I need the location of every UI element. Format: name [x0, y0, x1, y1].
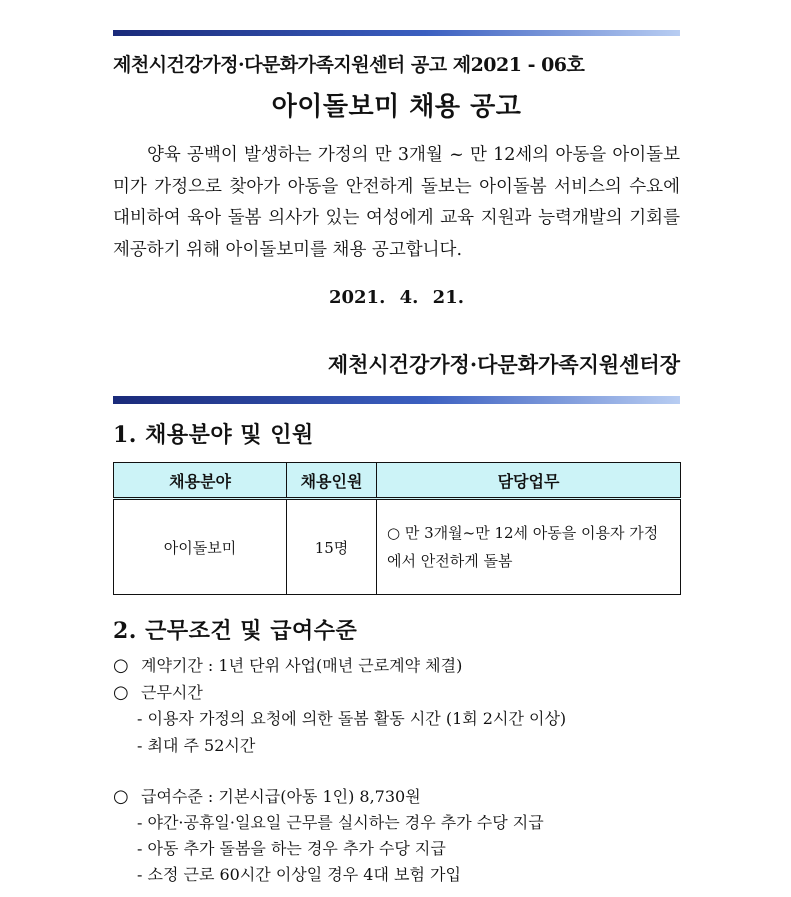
- work-hours-label: 근무시간: [141, 683, 203, 702]
- section-2-title: 2. 근무조건 및 급여수준: [113, 618, 358, 644]
- notice-date: 2021. 4. 21.: [328, 287, 464, 308]
- page-title: 아이돌보미 채용 공고: [271, 92, 522, 122]
- work-hours-item: - 이용자 가정의 요청에 의한 돌봄 활동 시간 (1회 2시간 이상): [137, 709, 567, 728]
- organization-signature: 제천시건강가정·다문화가족지원센터장: [327, 352, 680, 377]
- intro-paragraph: 양육 공백이 발생하는 가정의 만 3개월 ~ 만 12세의 아동을 아이돌보미가 가정으로 찾아가 아동을 안전하게 돌보는 아이돌봄 서비스의 수요에 대비하여 육아 돌봄 의사가 있는 여성에게 교육 지원과 능력개발의 기회를 제공하기 위해 아이돌보미를 채용 공고합니다.: [113, 145, 680, 260]
- circle-bullet-icon: ○: [113, 786, 129, 807]
- cell-field: 아이돌보미: [114, 499, 287, 595]
- pay-item: - 야간·공휴일·일요일 근무를 실시하는 경우 추가 수당 지급: [137, 813, 544, 832]
- pay-item: - 소정 근로 60시간 이상일 경우 4대 보험 가입: [137, 865, 461, 884]
- table-header-row: [114, 463, 681, 499]
- circle-bullet-icon: ○: [113, 682, 129, 703]
- pay-text: 급여수준 : 기본시급(아동 1인) 8,730원: [141, 787, 421, 806]
- header-field: 채용분야: [114, 463, 287, 499]
- contract-period: [113, 653, 680, 676]
- cell-duty: ○ 만 3개월~만 12세 아동을 이용자 가정에서 안전하게 돌봄: [377, 499, 681, 595]
- table-row: [114, 499, 681, 595]
- pay-item: - 아동 추가 돌봄을 하는 경우 추가 수당 지급: [137, 839, 446, 858]
- work-hours-item: - 최대 주 52시간: [137, 736, 256, 755]
- section-divider: [113, 396, 680, 404]
- top-divider: [113, 30, 680, 36]
- recruitment-table: [113, 462, 681, 595]
- pay-level: [113, 784, 680, 807]
- section-1-title: 1. 채용분야 및 인원: [113, 422, 314, 448]
- header-count: 채용인원: [287, 463, 377, 499]
- cell-count: 15명: [287, 499, 377, 595]
- header-duty: 담당업무: [377, 463, 681, 499]
- notice-number: 제천시건강가정·다문화가족지원센터 공고 제2021 - 06호: [113, 54, 585, 76]
- contract-text: 계약기간 : 1년 단위 사업(매년 근로계약 체결): [141, 656, 463, 675]
- work-hours: [113, 680, 680, 703]
- circle-bullet-icon: ○: [113, 655, 129, 676]
